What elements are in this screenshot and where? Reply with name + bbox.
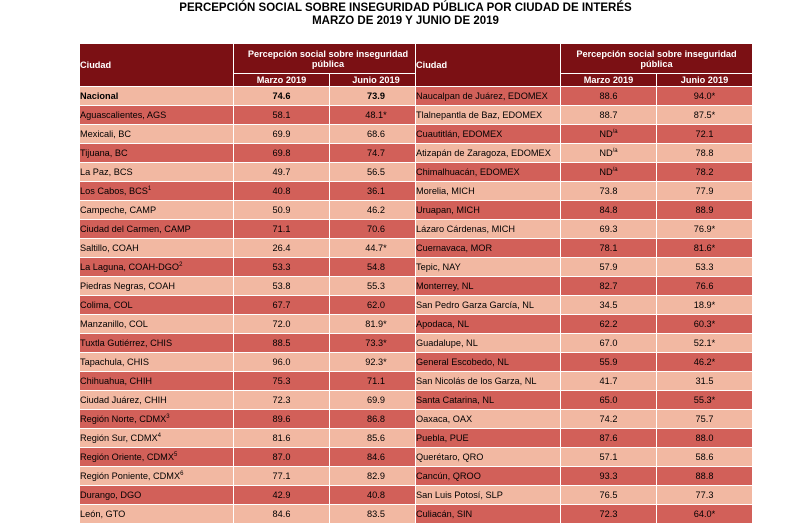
june-value-cell: 46.2 — [330, 201, 423, 220]
june-value-cell: 64.0* — [657, 505, 753, 524]
june-value-cell: 88.0 — [657, 429, 753, 448]
table-row — [416, 182, 753, 201]
march-value-cell: 87.0 — [234, 448, 330, 467]
march-value-cell: 87.6 — [561, 429, 657, 448]
june-value-cell: 76.9* — [657, 220, 753, 239]
city-cell: Ciudad Juárez, CHIH — [80, 391, 234, 410]
march-value-cell: 72.0 — [234, 315, 330, 334]
city-column-header: Ciudad — [416, 44, 561, 87]
report-subtitle: MARZO DE 2019 Y JUNIO DE 2019 — [312, 15, 499, 27]
june-value-cell: 77.3 — [657, 486, 753, 505]
table-row — [80, 106, 423, 125]
city-cell: Naucalpan de Juárez, EDOMEX — [416, 87, 561, 106]
table-row — [416, 125, 753, 144]
table-row — [80, 87, 423, 106]
table-row — [416, 315, 753, 334]
city-cell: Chimalhuacán, EDOMEX — [416, 163, 561, 182]
june-value-cell: 55.3* — [657, 391, 753, 410]
table-row — [80, 277, 423, 296]
june-value-cell: 54.8 — [330, 258, 423, 277]
june-value-cell: 58.6 — [657, 448, 753, 467]
march-value-cell: 78.1 — [561, 239, 657, 258]
city-cell: Tepic, NAY — [416, 258, 561, 277]
table-row — [416, 87, 753, 106]
march-value-cell: 67.0 — [561, 334, 657, 353]
city-cell: La Laguna, COAH-DGO$^2$ — [80, 258, 234, 277]
march-value-cell: 93.3 — [561, 467, 657, 486]
city-cell: Culiacán, SIN — [416, 505, 561, 524]
table-row — [416, 163, 753, 182]
march-value-cell: 42.9 — [234, 486, 330, 505]
city-cell: Tapachula, CHIS — [80, 353, 234, 372]
city-cell: General Escobedo, NL — [416, 353, 561, 372]
city-cell: Chihuahua, CHIH — [80, 372, 234, 391]
march-value-cell: 72.3 — [561, 505, 657, 524]
table-row — [416, 448, 753, 467]
table-row — [80, 353, 423, 372]
june-value-cell: 53.3 — [657, 258, 753, 277]
table-row — [80, 201, 423, 220]
city-cell: Tlalnepantla de Baz, EDOMEX — [416, 106, 561, 125]
march-value-cell: 74.2 — [561, 410, 657, 429]
city-cell: Nacional — [80, 87, 234, 106]
june-value-cell: 85.6 — [330, 429, 423, 448]
june-value-cell: 40.8 — [330, 486, 423, 505]
city-cell: Región Poniente, CDMX$^6$ — [80, 467, 234, 486]
city-cell: Los Cabos, BCS$^1$ — [80, 182, 234, 201]
march-value-cell: 40.8 — [234, 182, 330, 201]
june-value-cell: 48.1* — [330, 106, 423, 125]
march-value-cell: 53.3 — [234, 258, 330, 277]
june-value-cell: 86.8 — [330, 410, 423, 429]
june-value-cell: 75.7 — [657, 410, 753, 429]
june-value-cell: 73.3* — [330, 334, 423, 353]
march-value-cell: 55.9 — [561, 353, 657, 372]
june-value-cell: 56.5 — [330, 163, 423, 182]
march-value-cell: 88.5 — [234, 334, 330, 353]
march-value-cell: 74.6 — [234, 87, 330, 106]
table-row — [416, 372, 753, 391]
march-value-cell: 62.2 — [561, 315, 657, 334]
march-value-cell: 57.9 — [561, 258, 657, 277]
city-cell: Uruapan, MICH — [416, 201, 561, 220]
march-value-cell: 41.7 — [561, 372, 657, 391]
march-value-cell: 71.1 — [234, 220, 330, 239]
city-cell: Piedras Negras, COAH — [80, 277, 234, 296]
june-value-cell: 78.2 — [657, 163, 753, 182]
table-row — [416, 486, 753, 505]
june-value-cell: 84.6 — [330, 448, 423, 467]
june-value-cell: 81.9* — [330, 315, 423, 334]
march-value-cell: 53.8 — [234, 277, 330, 296]
table-row — [80, 391, 423, 410]
june-value-cell: 60.3* — [657, 315, 753, 334]
june-value-cell: 71.1 — [330, 372, 423, 391]
table-row — [80, 125, 423, 144]
city-cell: Morelia, MICH — [416, 182, 561, 201]
march-value-cell: 49.7 — [234, 163, 330, 182]
june-value-cell: 83.5 — [330, 505, 423, 524]
city-cell: León, GTO — [80, 505, 234, 524]
city-cell: San Luis Potosí, SLP — [416, 486, 561, 505]
march-value-cell: 50.9 — [234, 201, 330, 220]
june-value-cell: 94.0* — [657, 87, 753, 106]
table-row — [416, 106, 753, 125]
city-cell: Región Sur, CDMX$^4$ — [80, 429, 234, 448]
june-value-cell: 18.9* — [657, 296, 753, 315]
table-row — [80, 315, 423, 334]
table-row — [416, 201, 753, 220]
table-row — [80, 486, 423, 505]
table-row — [80, 505, 423, 524]
perception-group-header: Percepción social sobre inseguridad pública — [234, 44, 423, 74]
june-value-cell: 31.5 — [657, 372, 753, 391]
march-value-cell: 69.3 — [561, 220, 657, 239]
march-2019-header: Marzo 2019 — [234, 74, 330, 87]
city-cell: Cancún, QROO — [416, 467, 561, 486]
table-row — [416, 353, 753, 372]
march-value-cell: 89.6 — [234, 410, 330, 429]
march-value-cell: 34.5 — [561, 296, 657, 315]
march-2019-header: Marzo 2019 — [561, 74, 657, 87]
march-value-cell: 88.7 — [561, 106, 657, 125]
city-cell: Lázaro Cárdenas, MICH — [416, 220, 561, 239]
june-value-cell: 78.8 — [657, 144, 753, 163]
june-value-cell: 77.9 — [657, 182, 753, 201]
march-value-cell: $ND^{/a}$ — [561, 163, 657, 182]
city-cell: Tuxtla Gutiérrez, CHIS — [80, 334, 234, 353]
june-value-cell: 87.5* — [657, 106, 753, 125]
june-value-cell: 62.0 — [330, 296, 423, 315]
june-value-cell: 70.6 — [330, 220, 423, 239]
june-value-cell: 92.3* — [330, 353, 423, 372]
city-cell: Campeche, CAMP — [80, 201, 234, 220]
city-cell: Cuautitlán, EDOMEX — [416, 125, 561, 144]
table-row — [416, 296, 753, 315]
june-value-cell: 36.1 — [330, 182, 423, 201]
city-cell: Querétaro, QRO — [416, 448, 561, 467]
june-value-cell: 73.9 — [330, 87, 423, 106]
june-value-cell: 55.3 — [330, 277, 423, 296]
table-row — [416, 334, 753, 353]
table-row — [80, 448, 423, 467]
city-cell: Región Oriente, CDMX$^5$ — [80, 448, 234, 467]
june-value-cell: 76.6 — [657, 277, 753, 296]
table-row — [80, 334, 423, 353]
march-value-cell: 69.9 — [234, 125, 330, 144]
june-2019-header: Junio 2019 — [657, 74, 753, 87]
march-value-cell: 96.0 — [234, 353, 330, 372]
june-value-cell: 81.6* — [657, 239, 753, 258]
table-row — [80, 220, 423, 239]
march-value-cell: $ND^{/a}$ — [561, 125, 657, 144]
city-cell: Aguascalientes, AGS — [80, 106, 234, 125]
table-row — [80, 239, 423, 258]
march-value-cell: 82.7 — [561, 277, 657, 296]
table-row — [416, 220, 753, 239]
table-row — [80, 429, 423, 448]
table-row — [416, 391, 753, 410]
march-value-cell: 69.8 — [234, 144, 330, 163]
city-cell: Guadalupe, NL — [416, 334, 561, 353]
report-title: PERCEPCIÓN SOCIAL SOBRE INSEGURIDAD PÚBLICA POR CIUDAD DE INTERÉS — [179, 2, 632, 14]
table-row — [416, 239, 753, 258]
city-cell: Santa Catarina, NL — [416, 391, 561, 410]
march-value-cell: 84.6 — [234, 505, 330, 524]
table-row — [416, 258, 753, 277]
city-cell: Manzanillo, COL — [80, 315, 234, 334]
march-value-cell: 26.4 — [234, 239, 330, 258]
june-value-cell: 52.1* — [657, 334, 753, 353]
city-cell: Tijuana, BC — [80, 144, 234, 163]
june-value-cell: 46.2* — [657, 353, 753, 372]
june-value-cell: 72.1 — [657, 125, 753, 144]
march-value-cell: 72.3 — [234, 391, 330, 410]
left-table — [79, 43, 423, 524]
city-cell: Saltillo, COAH — [80, 239, 234, 258]
city-cell: Región Norte, CDMX$^3$ — [80, 410, 234, 429]
june-value-cell: 68.6 — [330, 125, 423, 144]
table-row — [80, 182, 423, 201]
city-cell: Cuernavaca, MOR — [416, 239, 561, 258]
march-value-cell: 75.3 — [234, 372, 330, 391]
table-row — [80, 163, 423, 182]
table-row — [80, 144, 423, 163]
table-row — [416, 277, 753, 296]
city-column-header: Ciudad — [80, 44, 234, 87]
table-row — [80, 258, 423, 277]
march-value-cell: 77.1 — [234, 467, 330, 486]
june-2019-header: Junio 2019 — [330, 74, 423, 87]
march-value-cell: 73.8 — [561, 182, 657, 201]
city-cell: Puebla, PUE — [416, 429, 561, 448]
city-cell: Ciudad del Carmen, CAMP — [80, 220, 234, 239]
table-row — [416, 144, 753, 163]
june-value-cell: 69.9 — [330, 391, 423, 410]
table-row — [80, 410, 423, 429]
city-cell: Colima, COL — [80, 296, 234, 315]
march-value-cell: 81.6 — [234, 429, 330, 448]
march-value-cell: 57.1 — [561, 448, 657, 467]
city-cell: Monterrey, NL — [416, 277, 561, 296]
perception-group-header: Percepción social sobre inseguridad pública — [561, 44, 753, 74]
june-value-cell: 44.7* — [330, 239, 423, 258]
march-value-cell: 76.5 — [561, 486, 657, 505]
right-table — [415, 43, 753, 524]
march-value-cell: 84.8 — [561, 201, 657, 220]
june-value-cell: 88.9 — [657, 201, 753, 220]
march-value-cell: 65.0 — [561, 391, 657, 410]
city-cell: Mexicali, BC — [80, 125, 234, 144]
june-value-cell: 82.9 — [330, 467, 423, 486]
march-value-cell: 58.1 — [234, 106, 330, 125]
city-cell: La Paz, BCS — [80, 163, 234, 182]
table-row — [416, 429, 753, 448]
june-value-cell: 74.7 — [330, 144, 423, 163]
table-row — [80, 372, 423, 391]
march-value-cell: 88.6 — [561, 87, 657, 106]
table-row — [80, 296, 423, 315]
city-cell: Durango, DGO — [80, 486, 234, 505]
city-cell: Atizapán de Zaragoza, EDOMEX — [416, 144, 561, 163]
march-value-cell: $ND^{/a}$ — [561, 144, 657, 163]
march-value-cell: 67.7 — [234, 296, 330, 315]
table-row — [416, 505, 753, 524]
table-row — [416, 410, 753, 429]
city-cell: San Nicolás de los Garza, NL — [416, 372, 561, 391]
city-cell: Oaxaca, OAX — [416, 410, 561, 429]
june-value-cell: 88.8 — [657, 467, 753, 486]
city-cell: San Pedro Garza García, NL — [416, 296, 561, 315]
city-cell: Apodaca, NL — [416, 315, 561, 334]
